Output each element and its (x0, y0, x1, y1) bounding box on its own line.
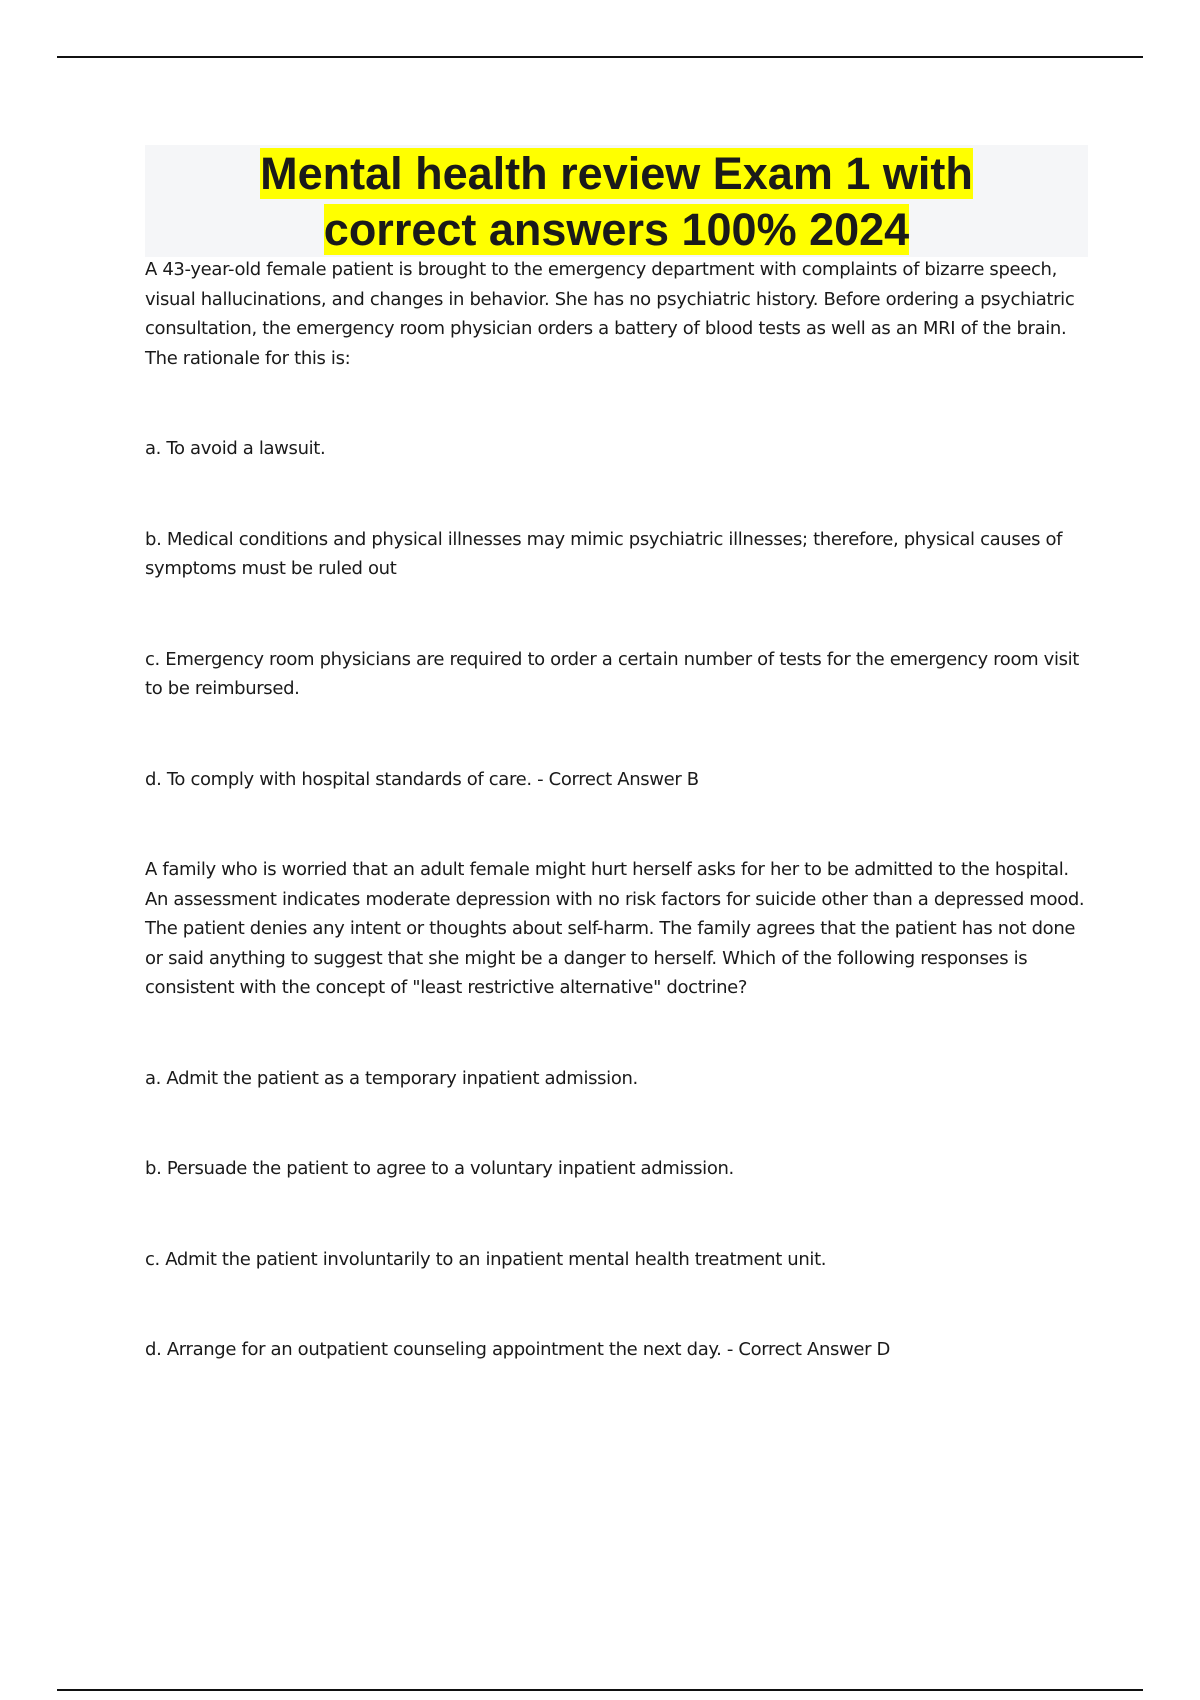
question-1-option-b: b. Medical conditions and physical illnesses may mimic psychiatric illnesses; therefore, physical causes of symptoms must be ruled out (145, 528, 1063, 579)
question-2-option-c: c. Admit the patient involuntarily to an inpatient mental health treatment unit. (145, 1248, 827, 1270)
question-1-option-a: a. To avoid a lawsuit. (145, 438, 326, 459)
question-2-option-a: a. Admit the patient as a temporary inpatient admission. (145, 1067, 638, 1089)
footer-rule (57, 1689, 1143, 1691)
question-2-stem: A family who is worried that an adult female might hurt herself asks for her to be admitted to the hospital. An assessment indicates moderate depression with no risk factors for suicide other than a depressed mood. The patient denies any intent or thoughts about self-harm. The family agrees that the patient has not done or said anything to suggest that she might be a danger to herself. Which of the following responses is consistent with the concept of "least restrictive alternative" doctrine? (145, 859, 1085, 998)
question-2-option-b: b. Persuade the patient to agree to a voluntary inpatient admission. (145, 1158, 734, 1179)
header-rule (57, 56, 1143, 58)
question-1-stem: A 43-year-old female patient is brought to the emergency department with complaints of bizarre speech, visual hallucinations, and changes in behavior. She has no psychiatric history. Before ordering a psychiatric consultation, the emergency room physician orders a battery of blood tests as well as an MRI of the brain. The rationale for this is: (145, 259, 1075, 369)
document-body (145, 255, 1090, 1426)
question-1-option-c: c. Emergency room physicians are required to order a certain number of tests for the emergency room visit to be reimbursed. (145, 648, 1080, 699)
title-block (145, 145, 1088, 257)
title-line-1: Mental health review Exam 1 with (260, 148, 973, 199)
title-line-2: correct answers 100% 2024 (323, 204, 910, 255)
question-1-option-d: d. To comply with hospital standards of care. - Correct Answer B (145, 768, 699, 790)
question-2-option-d: d. Arrange for an outpatient counseling appointment the next day. - Correct Answer D (145, 1339, 891, 1360)
document-title (145, 145, 1088, 258)
